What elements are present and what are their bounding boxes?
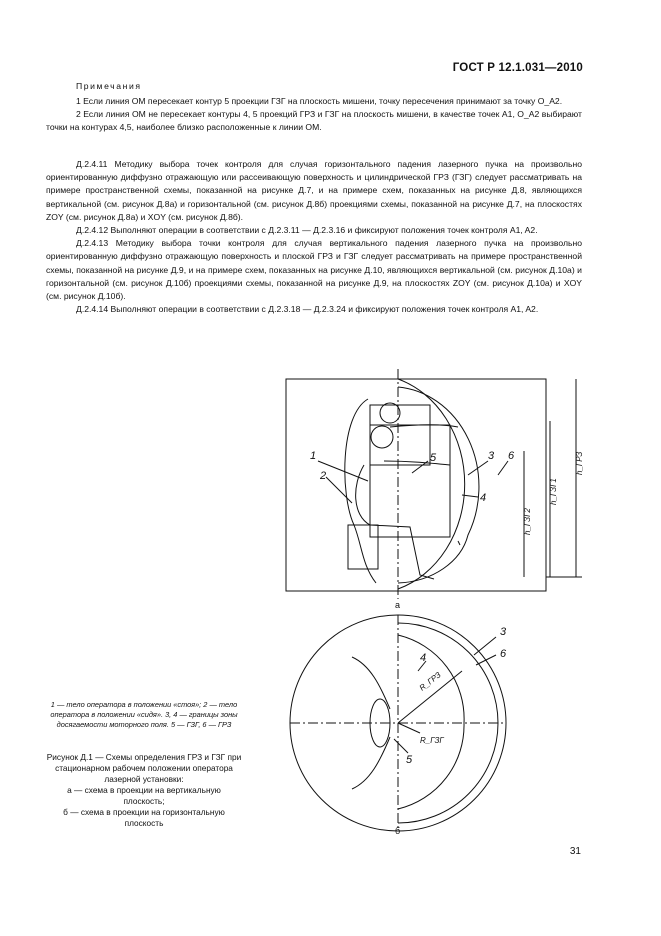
label-4: 4 <box>480 492 487 504</box>
label-3: 3 <box>488 450 495 462</box>
body-sitting-outline <box>356 465 434 579</box>
label-6: 6 <box>508 450 515 462</box>
body-standing-outline <box>345 399 376 583</box>
contour-3-arc <box>398 387 479 583</box>
leader-6 <box>498 461 508 475</box>
paragraph-d2414: Д.2.4.14 Выполняют операции в соответствии с Д.2.3.18 — Д.2.3.24 и фиксируют положения точек контроля A1, A2. <box>76 304 539 315</box>
leader-b-6 <box>476 655 496 665</box>
label-1: 1 <box>310 450 317 462</box>
figure-label-b: б <box>395 826 401 835</box>
leader-b-5 <box>394 739 408 753</box>
note-2: 2 Если линия ОМ не пересекает контуры 4, 5 проекций ГРЗ и ГЗГ на плоскость мишени, в качестве точек A1, O_A2 выбирают точки на контурах 4,5, наиболее близко расположенные к линии ОМ. <box>46 109 582 133</box>
label-b-4: 4 <box>420 652 427 664</box>
caption-title: Рисунок Д.1 — Схемы определения ГРЗ и ГЗГ при стационарном рабочем положении оператора лазерной установки: <box>46 752 242 784</box>
note-1: 1 Если линия ОМ пересекает контур 5 проекции ГЗГ на плоскость мишени, точку пересечения принимают за точку O_A2. <box>76 96 563 106</box>
arm-sitting <box>384 461 450 465</box>
figure-d1 <box>280 365 598 835</box>
leader-2 <box>326 477 352 503</box>
contour-4-arc <box>398 635 464 809</box>
figure-legend: 1 — тело оператора в положении «стоя»; 2 — тело оператора в положении «сидя». 3, 4 — границы зоны досягаемости моторного поля. 5 — ГЗГ, 6 — ГРЗ <box>50 700 238 729</box>
page-number: 31 <box>569 846 581 857</box>
figure-label-a: а <box>395 600 401 610</box>
paragraph-d2413: Д.2.4.13 Методику выбора точки контроля для случая вертикального падения лазерного пучка на произвольно ориентированную диффузно отражающую поверхность и плоской ГРЗ и ГЗГ следует рассматривать на примере пространственной схемы, показанной на рисунке Д.9, и на примере схем, показанных на рисунке Д.10, являющихся вертикальной (см. рисунок Д.10а) и горизонтальной (см. рисунок Д.10б) проекциями схемы, показанной на рисунке Д.9, на плоскостях ZOY (см. рисунок Д.10а) и XOY (см. рисунок Д.10б). <box>46 238 582 302</box>
paragraphs-block <box>46 158 582 316</box>
paragraph-d2411: Д.2.4.11 Методику выбора точек контроля для случая горизонтального падения лазерного пучка на произвольно ориентированную диффузно отражающую или рассеивающую поверхность и цилиндрической ГРЗ (ГЗГ) следует рассматривать на примере пространственной схемы, показанной на рисунке Д.7, и на примере схем, показанных на рисунке Д.8, являющихся вертикальной (см. рисунок Д.8а) и горизонтальной (см. рисунок Д.8б) проекциями схемы, показанной на рисунке Д.7, на плоскостях ZOY (см. рисунок Д.8а) и XOY (см. рисунок Д.8б). <box>46 159 582 222</box>
zone-lower <box>370 425 450 537</box>
label-b-3: 3 <box>500 626 507 638</box>
head-sitting <box>371 426 393 448</box>
dim-label-h-tzg2: h_ГЗГ2 <box>523 508 532 535</box>
label-b-5: 5 <box>406 754 413 766</box>
marker-line-4 <box>458 541 460 545</box>
radius-r-tzg <box>398 723 420 733</box>
caption-item-b: б — схема в проекции на горизонтальную плоскость <box>63 807 225 828</box>
leader-b-3 <box>474 637 496 655</box>
label-5: 5 <box>430 452 437 464</box>
paragraph-d2412: Д.2.4.12 Выполняют операции в соответствии с Д.2.3.11 — Д.2.3.16 и фиксируют положения точек контроля A1, A2. <box>76 225 538 236</box>
dim-label-r-tzg: R_ГЗГ <box>420 736 444 745</box>
dim-label-h-tzg1: h_ГЗГ1 <box>549 478 558 505</box>
outer-frame <box>286 379 546 591</box>
seat <box>348 525 378 569</box>
head-standing <box>380 403 400 423</box>
notes-block <box>46 95 582 135</box>
dim-label-h-trz: h_ГРЗ <box>575 451 584 475</box>
label-2: 2 <box>320 470 327 482</box>
dim-label-r-trz: R_ГРЗ <box>417 670 443 693</box>
contour-6-arc <box>398 379 465 589</box>
notes-title: Примечания <box>76 81 142 91</box>
figure-caption <box>46 752 242 829</box>
caption-item-a: а — схема в проекции на вертикальную плоскость; <box>67 785 221 806</box>
label-b-6: 6 <box>500 648 507 660</box>
document-header: ГОСТ Р 12.1.031—2010 <box>452 62 583 74</box>
